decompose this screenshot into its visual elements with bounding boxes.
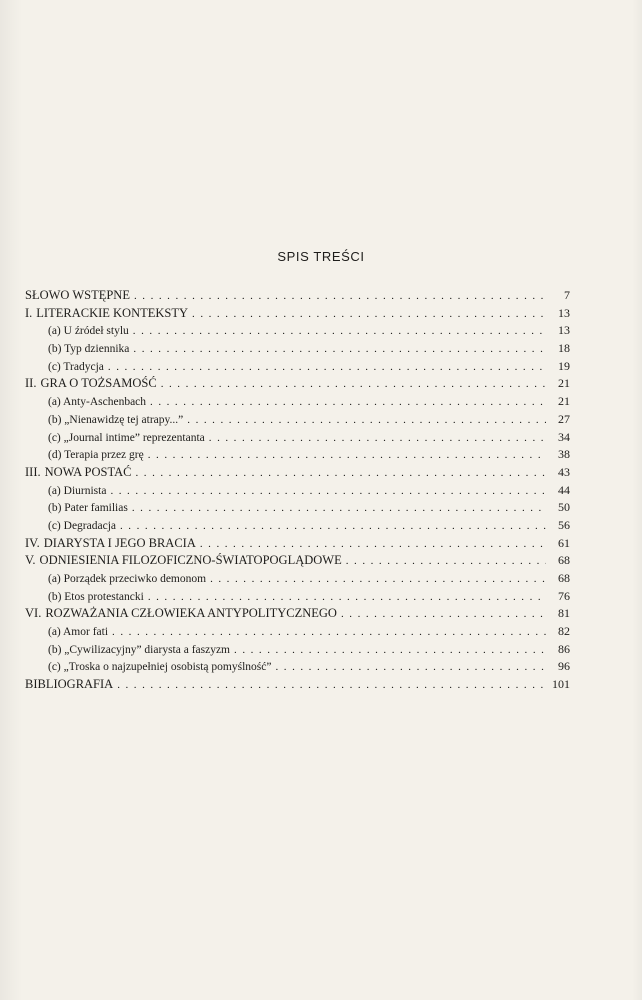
toc-entry-label [25, 375, 157, 393]
toc-page-number: 96 [558, 659, 570, 674]
toc-entry-label [25, 552, 342, 570]
toc-subentry-label: (b) Typ dziennika [48, 343, 130, 356]
dot-leader [150, 394, 546, 412]
toc-subentry [25, 429, 570, 447]
toc-subentry [25, 446, 570, 464]
toc-subentry-label: (b) „Nienawidzę tej atrapy...” [48, 413, 184, 426]
dot-leader [341, 606, 546, 624]
dot-leader [108, 359, 546, 377]
toc-page-number: 43 [558, 464, 570, 479]
chapter-number: I. [25, 305, 33, 320]
chapter-number: VI. [25, 606, 42, 621]
toc-subentry-label: (a) Amor fati [48, 626, 109, 639]
toc-page-number: 81 [558, 606, 570, 621]
toc-subentry [25, 358, 570, 376]
dot-leader [234, 642, 546, 660]
toc-subentry [25, 499, 570, 517]
toc-page-number: 34 [558, 429, 570, 444]
toc-entry-label [25, 535, 196, 553]
toc-subentry-label: (d) Terapia przez grę [48, 449, 144, 462]
toc-subentry [25, 641, 570, 659]
toc-entry [25, 535, 570, 553]
toc-page-number: 18 [558, 341, 570, 356]
toc-subentry [25, 411, 570, 429]
chapter-title: LITERACKIE KONTEKSTY [36, 305, 189, 320]
dot-leader [210, 571, 546, 589]
toc-entry-label: BIBLIOGRAFIA [25, 677, 114, 692]
dot-leader [133, 341, 546, 359]
toc-subentry [25, 340, 570, 358]
dot-leader [209, 430, 546, 448]
toc-page-number: 50 [558, 500, 570, 515]
chapter-title: ODNIESIENIA FILOZOFICZNO-ŚWIATOPOGLĄDOWE [39, 553, 342, 568]
toc-page-number: 68 [558, 571, 570, 585]
toc-entry [25, 287, 570, 305]
toc-subentry-label: (a) Diurnista [48, 484, 107, 497]
toc-subentry-label: (b) Etos protestancki [48, 590, 144, 603]
toc-page-number: 56 [558, 517, 570, 532]
toc-entry-label [25, 305, 188, 323]
toc-page-number: 7 [564, 288, 570, 302]
chapter-number: IV. [25, 535, 40, 550]
chapter-number: II. [25, 376, 37, 391]
toc-entry [25, 605, 570, 623]
toc-subentry-label: (a) Porządek przeciwko demonom [48, 573, 207, 585]
dot-leader [110, 483, 546, 501]
dot-leader [275, 659, 546, 677]
dot-leader [192, 306, 546, 324]
dot-leader [148, 589, 546, 607]
dot-leader [161, 376, 546, 394]
toc-subentry [25, 588, 570, 606]
toc-subentry-label: (a) Anty-Aschenbach [48, 396, 147, 409]
toc-page-number: 101 [552, 677, 570, 692]
toc-entry [25, 305, 570, 323]
toc-subentry [25, 322, 570, 340]
toc-subentry-label: (c) „Troska o najzupełniej osobistą pomyślność” [48, 661, 272, 674]
toc-entry-label [25, 605, 337, 623]
table-of-contents [25, 287, 570, 694]
toc-subentry-label: (c) Degradacja [48, 519, 116, 532]
toc-entry [25, 464, 570, 482]
toc-entry [25, 676, 570, 694]
toc-subentry-label: (b) Pater familias [48, 502, 128, 515]
toc-page-number: 27 [558, 411, 570, 426]
toc-page-number: 21 [558, 394, 570, 409]
chapter-title: GRA O TOŻSAMOŚĆ [40, 376, 157, 391]
toc-subentry [25, 482, 570, 500]
chapter-number: V. [25, 553, 36, 568]
toc-entry-label: SŁOWO WSTĘPNE [25, 288, 130, 302]
toc-page-number: 86 [558, 641, 570, 656]
dot-leader [200, 536, 546, 554]
toc-entry-label [25, 464, 131, 482]
toc-subentry-label: (c) „Journal intime” reprezentanta [48, 431, 205, 444]
toc-page-number: 82 [558, 624, 570, 639]
toc-subentry-label: (a) U źródeł stylu [48, 325, 129, 338]
dot-leader [346, 553, 546, 571]
dot-leader [120, 518, 546, 536]
toc-page-number: 68 [558, 553, 570, 568]
toc-subentry [25, 623, 570, 641]
dot-leader [133, 323, 546, 341]
chapter-title: DIARYSTA I JEGO BRACIA [43, 535, 196, 550]
toc-subentry-label: (b) „Cywilizacyjny” diarysta a faszyzm [48, 643, 231, 656]
toc-entry [25, 552, 570, 570]
toc-subentry [25, 517, 570, 535]
dot-leader [135, 465, 546, 483]
dot-leader [187, 412, 546, 430]
dot-leader [132, 500, 546, 518]
toc-page-number: 13 [558, 305, 570, 320]
toc-page-number: 21 [558, 376, 570, 391]
toc-page-number: 61 [558, 535, 570, 550]
dot-leader [117, 677, 546, 695]
toc-subentry-label: (c) Tradycja [48, 360, 104, 373]
dot-leader [112, 624, 546, 642]
toc-subentry [25, 570, 570, 588]
toc-subentry [25, 393, 570, 411]
dot-leader [148, 447, 546, 465]
toc-page-number: 19 [558, 358, 570, 373]
toc-page-number: 44 [558, 482, 570, 497]
toc-entry [25, 375, 570, 393]
toc-page-number: 76 [558, 588, 570, 603]
chapter-title: ROZWAŻANIA CZŁOWIEKA ANTYPOLITYCZNEGO [45, 606, 337, 621]
toc-page-number: 13 [558, 323, 570, 338]
toc-page-number: 38 [558, 447, 570, 462]
dot-leader [134, 288, 546, 306]
chapter-number: III. [25, 464, 41, 479]
chapter-title: NOWA POSTAĆ [44, 464, 132, 479]
toc-subentry [25, 658, 570, 676]
page-title: SPIS TREŚCI [277, 249, 365, 264]
